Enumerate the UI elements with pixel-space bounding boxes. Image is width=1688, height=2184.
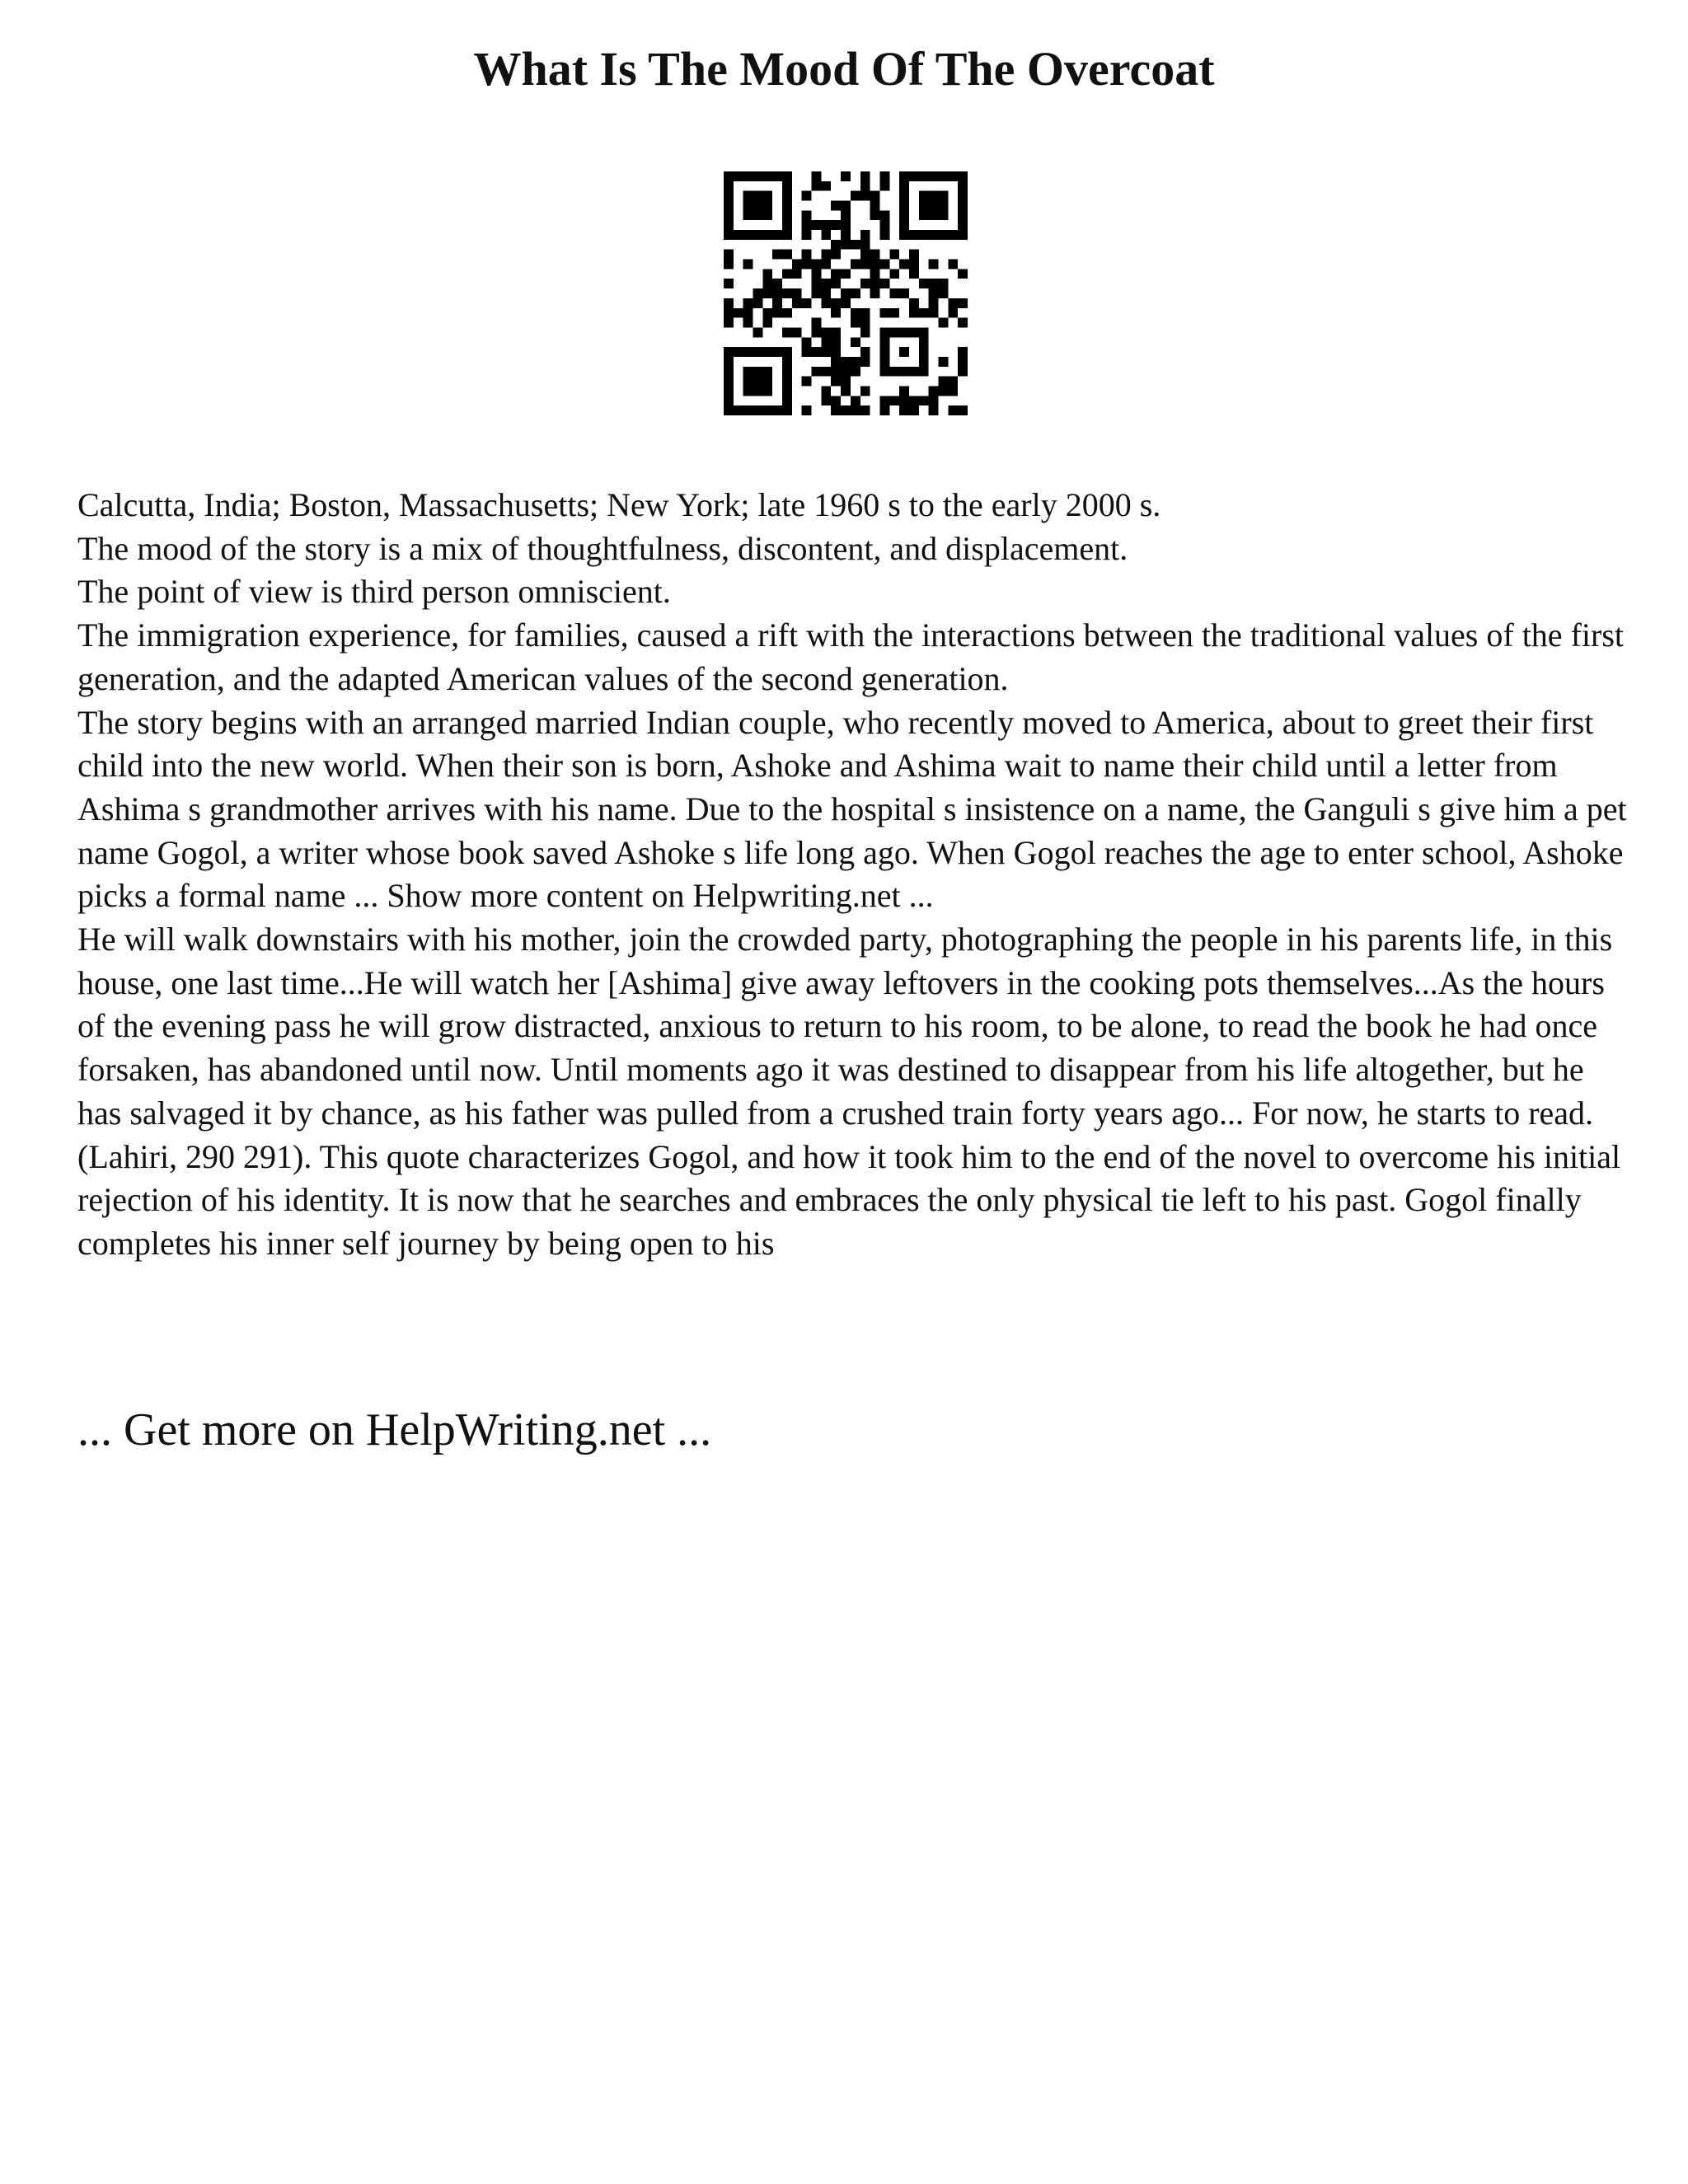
- paragraph-quote: He will walk downstairs with his mother, join the crowded party, photographing the people in his parents life, in this house, one last time...He will watch her [Ashima] give away leftovers in the cooking pots themselves...As the hours of the evening pass he will grow distracted, anxious to return to his room, to be alone, to read the book he had once forsaken, has abandoned until now. Until moments ago it was destined to disappear from his life altogether, but he has salvaged it by chance, as his father was pulled from a crushed train forty years ago... For now, he starts to read. (Lahiri, 290 291). This quote characterizes Gogol, and how it took him to the end of the novel to overcome his initial rejection of his identity. It is now that he searches and embraces the only physical tie left to his past. Gogol finally completes his inner self journey by being open to his: [77, 921, 1621, 1262]
- document-body: [77, 484, 1627, 1266]
- qr-code-icon: [724, 171, 968, 415]
- paragraph-mood: The mood of the story is a mix of thoughtfulness, discontent, and displacement.: [77, 529, 1128, 567]
- paragraph-point-of-view: The point of view is third person omniscient.: [77, 573, 671, 611]
- document-title: What Is The Mood Of The Overcoat: [473, 42, 1215, 96]
- get-more-link[interactable]: ... Get more on HelpWriting.net ...: [77, 1404, 712, 1455]
- paragraph-setting: Calcutta, India; Boston, Massachusetts; New York; late 1960 s to the early 2000 s.: [77, 486, 1161, 523]
- paragraph-summary: The story begins with an arranged married Indian couple, who recently moved to America, about to greet their first child into the new world. When their son is born, Ashoke and Ashima wait to name their child until a letter from Ashima s grandmother arrives with his name. Due to the hospital s insistence on a name, the Ganguli s give him a pet name Gogol, a writer whose book saved Ashoke s life long ago. When Gogol reaches the age to enter school, Ashoke picks a formal name ... Show more content on Helpwriting.net ...: [77, 703, 1627, 915]
- qr-code-graphic: [724, 171, 968, 415]
- paragraph-theme: The immigration experience, for families, caused a rift with the interactions between the traditional values of the first generation, and the adapted American values of the second generation.: [77, 616, 1624, 697]
